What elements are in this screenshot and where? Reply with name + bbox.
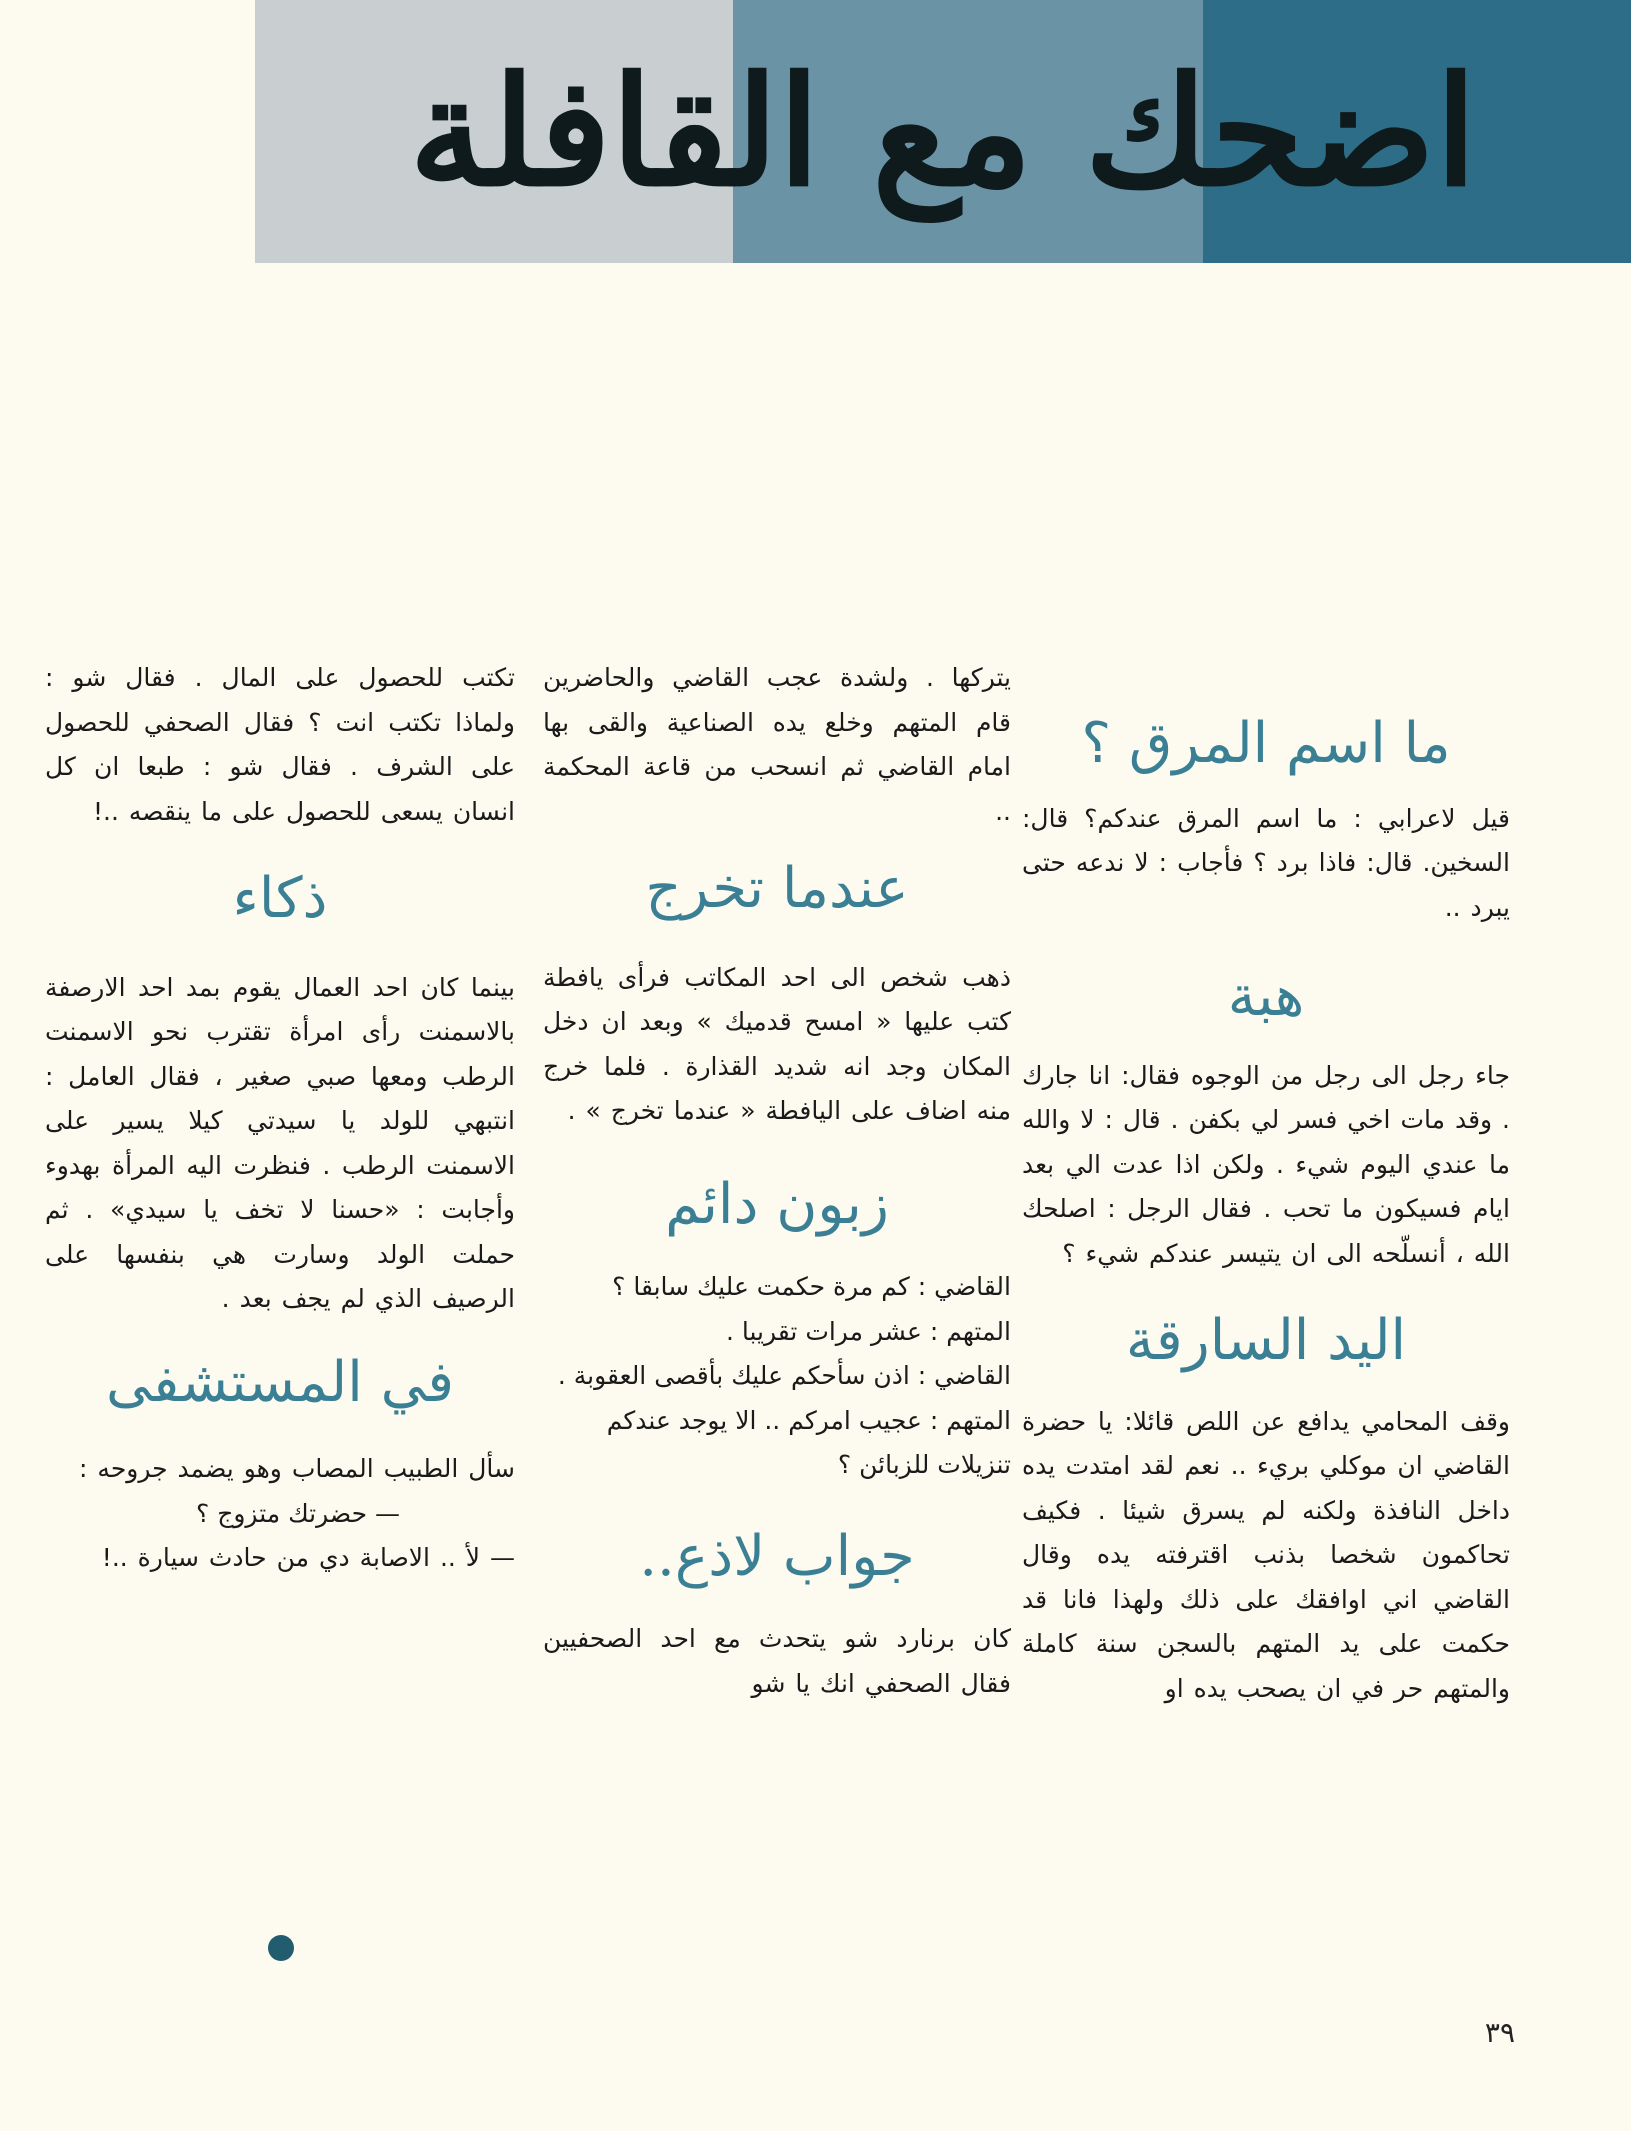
dialogue-line: — حضرتك متزوج ؟ [195,1498,400,1528]
section-heading-when-leaving: عندما تخرج [645,856,909,921]
section-body-gift: جاء رجل الى رجل من الوجوه فقال: انا جارك . وقد مات اخي فسر لي بكفن . قال : لا والله ما عندي اليوم شيء . ولكن اذا عدت الي بعد ايام فسيكون ما تحب . فقال الرجل : اصلحك الله ، أنسلّحه الى ان يتيسر عندكم شيء ؟ [1022,1060,1510,1268]
left-column [45,656,515,1581]
section-body-when-leaving: ذهب شخص الى احد المكاتب فرأى يافطة كتب عليها « امسح قدميك » وبعد ان دخل المكان وجد انه شديد القذارة . فلما خرج منه اضاف على اليافطة « عندما تخرج » . [543,962,1011,1126]
middle-column [543,656,1011,1706]
section-body-hospital-intro: سأل الطبيب المصاب وهو يضمد جروحه : [79,1454,515,1484]
section-body-intelligence: بينما كان احد العمال يقوم بمد احد الارصفة بالاسمنت رأى امرأة تقترب نحو الاسمنت الرطب ومعها صبي صغير ، فقال العامل : انتبهي للولد يا سيدتي كيلا يسير على الاسمنت الرطب . فنظرت اليه المرأة بهدوء وأجابت : «حسنا لا تخف يا سيدي» . ثم حملت الولد وسارت هي بنفسها على الرصيف الذي لم يجف بعد . [45,972,515,1314]
section-heading-intelligence: ذكاء [232,866,328,931]
dialogue-line: القاضي : كم مرة حكمت عليك سابقا ؟ [612,1272,1011,1302]
section-heading-sharp-reply: جواب لاذع.. [639,1523,915,1589]
continued-text: تكتب للحصول على المال . فقال شو : ولماذا تكتب انت ؟ فقال الصحفي للحصول على الشرف . فقال شو : طبعا ان كل انسان يسعى للحصول على ما ينقصه ..! [45,663,515,826]
continued-text: يتركها . ولشدة عجب القاضي والحاضرين قام المتهم وخلع يده الصناعية والقى بها امام القاضي ثم انسحب من قاعة المحكمة .. [543,663,1011,826]
dialogue-regular-customer [543,1265,1011,1488]
dialogue-line: المتهم : عجيب امركم .. الا يوجد عندكم تنزيلات للزبائن ؟ [606,1405,1011,1480]
section-body-sharp-reply: كان برنارد شو يتحدث مع احد الصحفيين فقال الصحفي انك يا شو [543,1624,1011,1698]
section-heading-regular-customer: زبون دائم [665,1171,889,1237]
dialogue-line: القاضي : اذن سأحكم عليك بأقصى العقوبة . [557,1361,1011,1391]
end-mark-dot [268,1935,294,1961]
section-heading-soup: ما اسم المرق ؟ [1081,711,1451,776]
section-heading-gift: هبة [1227,964,1305,1030]
right-column [1022,658,1510,1711]
section-heading-hospital: في المستشفى [105,1349,455,1415]
dialogue-line: — لأ .. الاصابة دي من حادث سيارة ..! [101,1543,515,1573]
section-heading-thief-hand: اليد السارقة [1125,1308,1407,1374]
dialogue-line: المتهم : عشر مرات تقريبا . [725,1316,1011,1346]
masthead-banner [255,0,1631,263]
section-body-thief-hand: وقف المحامي يدافع عن اللص قائلا: يا حضرة القاضي ان موكلي بريء .. نعم لقد امتدت يده داخل النافذة ولكنه لم يسرق شيئا . فكيف تحاكمون شخصا بذنب اقترفته يده وقال القاضي اني اوافقك على ذلك ولهذا فانا قد حكمت على يد المتهم بالسجن سنة كاملة والمتهم حر في ان يصحب يده او [1022,1406,1510,1703]
section-body-soup: قيل لاعرابي : ما اسم المرق عندكم؟ قال: السخين. قال: فاذا برد ؟ فأجاب : لا ندعه حتى يبرد .. [1022,803,1510,922]
banner-title: اضحك مع القافلة [409,43,1477,220]
page-number: ٣٩ [1484,2016,1515,2049]
